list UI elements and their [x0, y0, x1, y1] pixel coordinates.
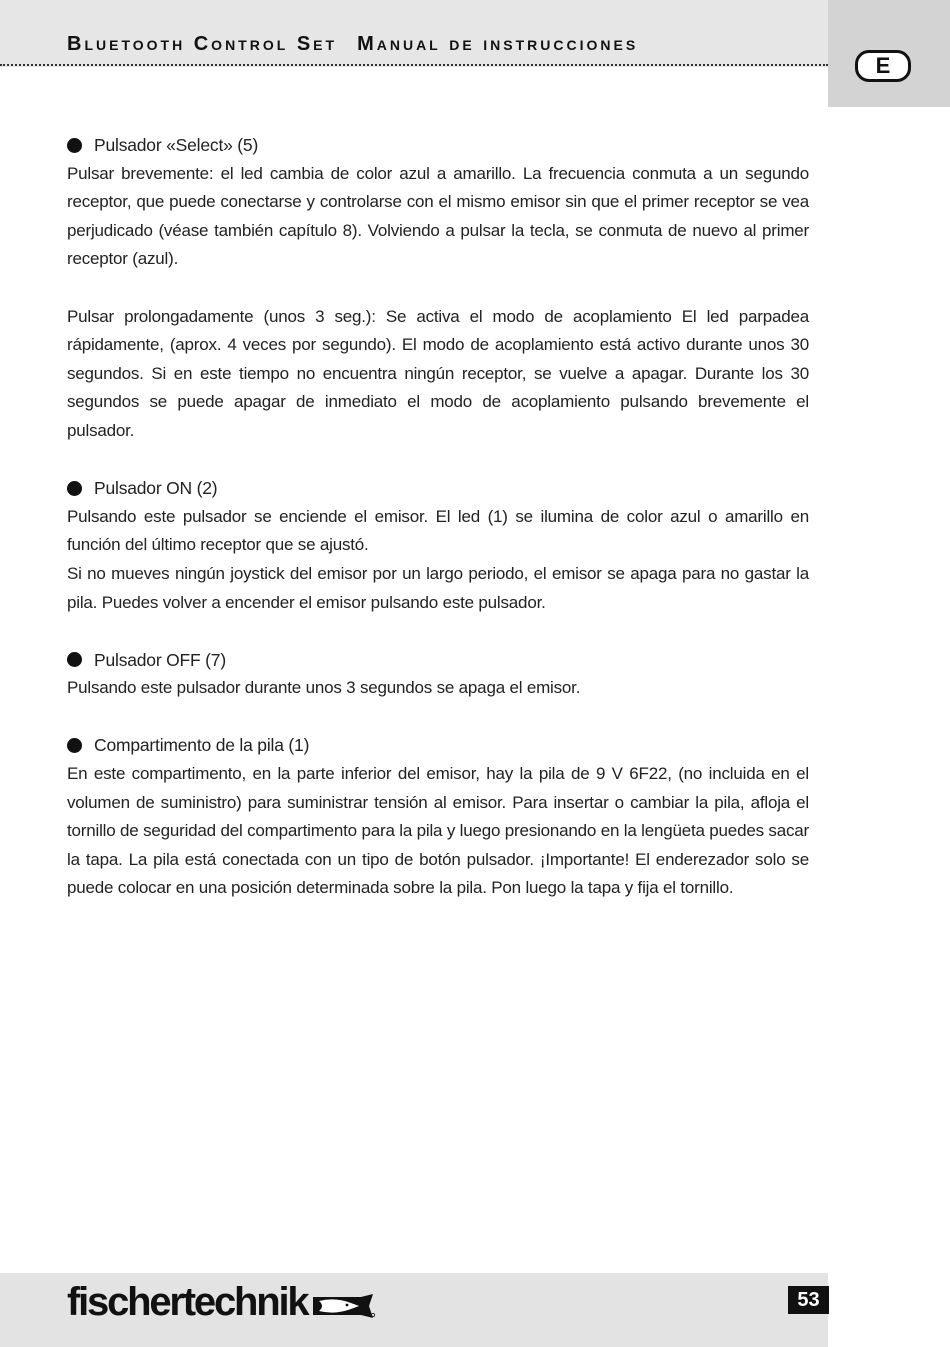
paragraph: Si no mueves ningún joystick del emisor por un largo periodo, el emisor se apaga para no gastar la pila. Puedes volver a encender el emisor pulsando este pulsador.	[67, 563, 809, 612]
page-number: 53	[788, 1286, 829, 1314]
language-badge: E	[855, 50, 911, 82]
paragraph: Pulsar prolongadamente (unos 3 seg.): Se activa el modo de acoplamiento El led parpadea rápidamente, (aprox. 4 veces por segundo). El modo de acoplamiento está activo durante unos 30 segundos. Si en este tiempo no encuentra ningún receptor, se vuelve a apagar. Durante los 30 segundos se puede apagar de inmediato el modo de acoplamiento pulsando brevemente el pulsador.	[67, 306, 809, 440]
section-heading	[67, 646, 809, 675]
paragraph: Pulsando este pulsador se enciende el emisor. El led (1) se ilumina de color azul o amarillo en función del último receptor que se ajustó.	[67, 506, 809, 555]
manual-title: Manual de instrucciones	[357, 33, 639, 55]
brand-logo	[67, 1280, 375, 1325]
header-dotted-rule	[0, 64, 828, 66]
section-title: Pulsador ON (2)	[94, 478, 218, 499]
brand-name: fischertechnik	[67, 1280, 308, 1324]
section-battery	[67, 731, 809, 903]
section-heading	[67, 731, 809, 760]
section-select	[67, 131, 809, 446]
section-heading	[67, 131, 809, 160]
document-header	[67, 33, 638, 56]
section-title: Pulsador OFF (7)	[94, 649, 226, 670]
section-heading	[67, 474, 809, 503]
paragraph: Pulsar brevemente: el led cambia de color azul a amarillo. La frecuencia conmuta a un segundo receptor, que puede conectarse y controlarse con el mismo emisor sin que el primer receptor se vea perjudicado (véase también capítulo 8). Volviendo a pulsar la tecla, se conmuta de nuevo al primer receptor (azul).	[67, 163, 809, 269]
section-off	[67, 646, 809, 703]
bullet-icon	[67, 652, 82, 667]
section-title: Pulsador «Select» (5)	[94, 135, 259, 155]
section-on	[67, 474, 809, 617]
main-content	[67, 131, 809, 903]
bullet-icon	[67, 138, 82, 153]
product-name: Bluetooth Control Set	[67, 33, 338, 55]
paragraph: En este compartimento, en la parte inferior del emisor, hay la pila de 9 V 6F22, (no incluida en el volumen de suministro) para suministrar tensión al emisor. Para insertar o cambiar la pila, afloja el tornillo de seguridad del compartimento para la pila y luego presionando en la lengüeta puedes sacar la tapa. La pila está conectada con un tipo de botón pulsador. ¡Importante! El enderezador solo se puede colocar en una posición determinada sobre la pila. Pon luego la tapa y fija el tornillo.	[67, 764, 809, 898]
bullet-icon	[67, 481, 82, 496]
paragraph: Pulsando este pulsador durante unos 3 segundos se apaga el emisor.	[67, 678, 581, 698]
fish-logo-icon	[311, 1293, 375, 1319]
bullet-icon	[67, 738, 82, 753]
section-title: Compartimento de la pila (1)	[94, 735, 310, 756]
